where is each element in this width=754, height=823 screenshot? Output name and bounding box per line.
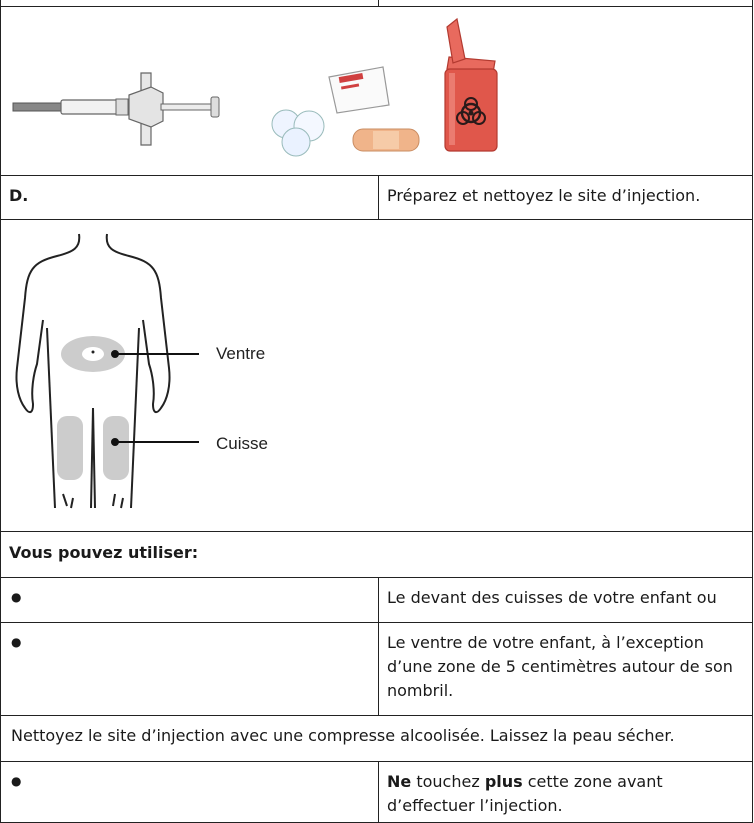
bandage-icon xyxy=(353,129,419,151)
warning-rest: cette zone avant d’effectuer l’injection. xyxy=(387,772,663,815)
warning-text xyxy=(379,762,752,818)
warning-row xyxy=(0,761,753,823)
injection-site-diagram-row xyxy=(0,219,753,532)
supplies-illustration xyxy=(1,7,754,177)
warning-emphasis: plus xyxy=(484,772,523,791)
body-diagram xyxy=(11,228,311,528)
clean-instruction-row xyxy=(0,715,753,762)
syringe-icon xyxy=(13,73,219,145)
option-thighs-text: Le devant des cuisses de votre enfant ou xyxy=(387,588,717,607)
alcohol-swab-icon xyxy=(329,67,389,113)
bullet-icon: ● xyxy=(11,590,22,604)
can-use-row xyxy=(0,531,753,578)
clean-instruction-text: Nettoyez le site d’injection avec une compresse alcoolisée. Laissez la peau sécher. xyxy=(11,726,675,745)
step-d-row xyxy=(0,175,753,220)
bullet-icon: ● xyxy=(11,774,22,788)
step-label: D. xyxy=(9,186,29,205)
option-row-thighs xyxy=(0,577,753,623)
step-instruction: Préparez et nettoyez le site d’injection. xyxy=(387,186,701,205)
cuisse-label: Cuisse xyxy=(216,434,268,453)
sharps-container-icon xyxy=(445,19,497,151)
can-use-heading: Vous pouvez utiliser: xyxy=(9,543,199,562)
bullet-icon: ● xyxy=(11,635,22,649)
supplies-image-row xyxy=(0,6,753,176)
option-belly-text: Le ventre de votre enfant, à l’exception d’une zone de 5 centimètres autour de son nombril. xyxy=(387,633,733,700)
warning-prefix: Ne xyxy=(387,772,412,791)
knee-marks-icon xyxy=(63,494,123,508)
option-row-belly xyxy=(0,622,753,716)
cotton-balls-icon xyxy=(272,110,324,156)
ventre-label: Ventre xyxy=(216,344,266,363)
warning-mid: touchez xyxy=(411,772,485,791)
